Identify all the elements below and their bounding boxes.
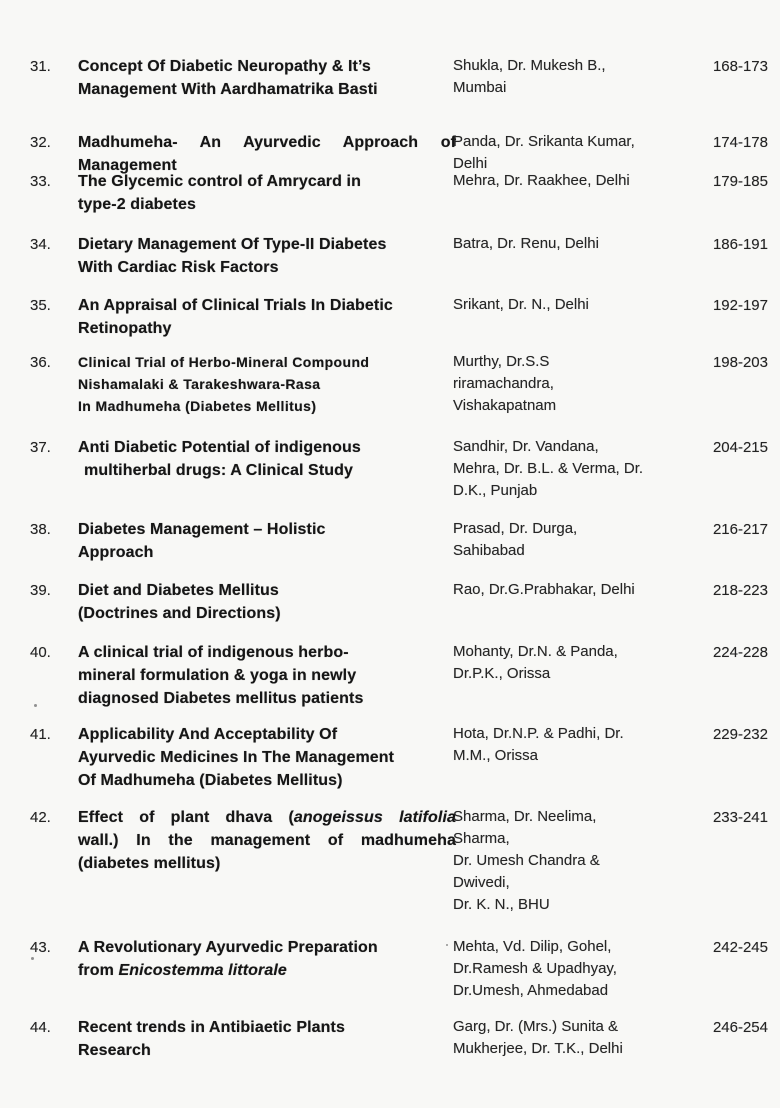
entry-authors: Shukla, Dr. Mukesh B., Mumbai — [453, 57, 606, 96]
scan-artifact-dot — [34, 704, 37, 707]
entry-pages: 242-245 — [712, 939, 768, 956]
entry-authors: Panda, Dr. Srikanta Kumar, Delhi — [453, 133, 635, 172]
entry-pages: 224-228 — [712, 644, 768, 661]
entry-number: 37. — [30, 439, 51, 456]
entry-title: Concept Of Diabetic Neuropathy & It’s Management With Aardhamatrika Basti — [78, 58, 378, 98]
entry-authors: Mehta, Vd. Dilip, Gohel, Dr.Ramesh & Upadhyay, Dr.Umesh, Ahmedabad — [453, 938, 617, 999]
entry-pages: 198-203 — [712, 354, 768, 371]
entry-number: 43. — [30, 939, 51, 956]
entry-authors: Sharma, Dr. Neelima, Sharma, Dr. Umesh Chandra & Dwivedi, Dr. K. N., BHU — [453, 808, 600, 913]
entry-authors: Garg, Dr. (Mrs.) Sunita & Mukherjee, Dr. T.K., Delhi — [453, 1018, 623, 1057]
entry-title: An Appraisal of Clinical Trials In Diabetic Retinopathy — [78, 297, 393, 337]
scan-artifact-dot — [31, 957, 34, 960]
entry-number: 41. — [30, 726, 51, 743]
entry-title: Diet and Diabetes Mellitus (Doctrines and Directions) — [78, 582, 281, 622]
entry-pages: 246-254 — [712, 1019, 768, 1036]
entry-authors: Mohanty, Dr.N. & Panda, Dr.P.K., Orissa — [453, 643, 618, 682]
entry-authors: Rao, Dr.G.Prabhakar, Delhi — [453, 581, 635, 598]
entry-number: 38. — [30, 521, 51, 538]
entry-number: 31. — [30, 58, 51, 75]
entry-number: 36. — [30, 354, 51, 371]
entry-pages: 218-223 — [712, 582, 768, 599]
entry-authors: Hota, Dr.N.P. & Padhi, Dr. M.M., Orissa — [453, 725, 624, 764]
scan-artifact-dot — [446, 944, 448, 946]
entry-pages: 229-232 — [712, 726, 768, 743]
entry-number: 34. — [30, 236, 51, 253]
entry-pages: 192-197 — [712, 297, 768, 314]
entry-number: 35. — [30, 297, 51, 314]
entry-pages: 179-185 — [712, 173, 768, 190]
entry-title: A Revolutionary Ayurvedic Preparation from Enicostemma littorale — [78, 939, 378, 979]
entry-number: 42. — [30, 809, 51, 826]
entry-authors: Prasad, Dr. Durga, Sahibabad — [453, 520, 578, 559]
entry-title: Effect of plant dhava (anogeissus latifolia wall.) In the management of madhumeha (diabetes mellitus) — [78, 809, 456, 872]
entry-authors: Sandhir, Dr. Vandana, Mehra, Dr. B.L. & Verma, Dr. D.K., Punjab — [453, 438, 644, 499]
entry-number: 32. — [30, 134, 51, 151]
entry-title: The Glycemic control of Amrycard in type-2 diabetes — [78, 173, 361, 213]
entry-authors: Mehra, Dr. Raakhee, Delhi — [453, 172, 630, 189]
entry-pages: 186-191 — [712, 236, 768, 253]
entry-title: Clinical Trial of Herbo-Mineral Compound Nishamalaki & Tarakeshwara-Rasa In Madhumeha (Diabetes Mellitus) — [78, 354, 370, 414]
entry-pages: 216-217 — [712, 521, 768, 538]
entry-title: Diabetes Management – Holistic Approach — [78, 521, 326, 561]
entry-title: Applicability And Acceptability Of Ayurvedic Medicines In The Management Of Madhumeha (Diabetes Mellitus) — [78, 726, 395, 789]
entry-pages: 168-173 — [712, 58, 768, 75]
entry-title: Recent trends in Antibiaetic Plants Research — [78, 1019, 345, 1059]
entry-pages: 204-215 — [712, 439, 768, 456]
entry-title: Madhumeha- An Ayurvedic Approach of Management — [78, 134, 456, 174]
entry-title: Anti Diabetic Potential of indigenous multiherbal drugs: A Clinical Study — [78, 439, 361, 479]
entry-number: 40. — [30, 644, 51, 661]
entry-pages: 174-178 — [712, 134, 768, 151]
entry-authors: Batra, Dr. Renu, Delhi — [453, 235, 599, 252]
entry-number: 39. — [30, 582, 51, 599]
entry-authors: Murthy, Dr.S.S riramachandra, Vishakapatnam — [453, 353, 557, 414]
entry-title: Dietary Management Of Type-II Diabetes With Cardiac Risk Factors — [78, 236, 387, 276]
entry-authors: Srikant, Dr. N., Delhi — [453, 296, 589, 313]
entry-title: A clinical trial of indigenous herbo- mineral formulation & yoga in newly diagnosed Diabetes mellitus patients — [78, 644, 364, 707]
entry-number: 33. — [30, 173, 51, 190]
entry-pages: 233-241 — [712, 809, 768, 826]
entry-number: 44. — [30, 1019, 51, 1036]
